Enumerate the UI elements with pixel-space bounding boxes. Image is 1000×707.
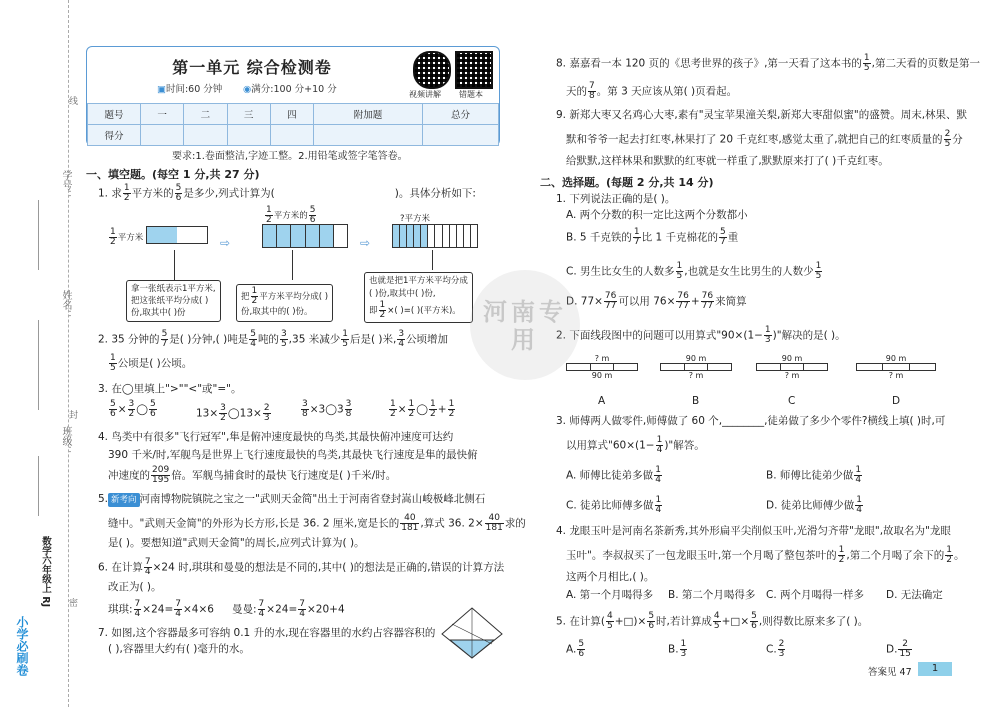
c1-option-c[interactable]: C. 男生比女生的人数多 $\frac{1}{5}$ ,也就是女生比男生的人数少 $\frac{1}{5}$ [566, 261, 822, 281]
new-trend-badge: 新考向 [108, 493, 140, 507]
arrow-right-icon: ⇨ [220, 236, 231, 250]
c3-line2: 以用算式"60×(1− $\frac{1}{4}$ )"解答。 [566, 435, 705, 455]
q6-line2: 改正为( )。 [108, 581, 162, 593]
score-cell[interactable] [184, 125, 227, 146]
class-line [38, 456, 39, 516]
brand-logo: 小学必刷卷 [15, 616, 29, 676]
q3-expr2: 13× $\frac{3}{2}$ ◯13× $\frac{2}{3}$ [196, 403, 270, 423]
seal-mark-secret: 密 [67, 598, 77, 607]
c4-line1: 4. 龙眼玉叶是河南名茶新秀,其外形扁平尖削似玉叶,光滑匀齐带"龙眼",故取名为"龙眼 [556, 525, 951, 537]
q1-diag-connector [292, 250, 293, 280]
score-cell[interactable] [141, 125, 184, 146]
c2-diagram-a[interactable]: ? m 90 m [566, 354, 638, 380]
score-cell[interactable] [422, 125, 498, 146]
arrow-right-icon: ⇨ [360, 236, 371, 250]
q1-diag-rect1 [146, 226, 208, 244]
exam-score: ◉满分:100 分+10 分 [243, 84, 337, 95]
c2-question: 2. 下面线段图中的问题可以用算式"90×(1− $\frac{1}{3}$ )"解决的是( )。 [556, 325, 846, 345]
clock-icon: ▣ [157, 84, 166, 95]
q5-line1: 5. 新考向 河南博物院镇院之宝之一"武则天金简"出土于河南省登封嵩山峻极峰北侧石 [98, 493, 486, 505]
c3-option-a[interactable]: A. 师傅比徒弟多做 $\frac{1}{4}$ [566, 465, 661, 485]
q8-line1: 8. 嘉嘉看一本 120 页的《思考世界的孩子》,第一天看了这本书的 $\frac{1}{5}$ ,第二天看的页数是第一 [556, 53, 980, 73]
q1-diag-label3: ?平方米 [400, 214, 431, 224]
c2-diagram-d[interactable]: 90 m ? m [856, 354, 936, 380]
subject-label: 数学六年级上 RJ [40, 536, 51, 608]
q3-expr4: $\frac{1}{2}$ × $\frac{1}{2}$ ◯ $\frac{1}{2}$ + $\frac{1}{2}$ [390, 399, 455, 419]
c2-label-c: C [788, 395, 796, 407]
q3-expr3: $\frac{3}{8}$ ×3◯3 $\frac{3}{8}$ [302, 399, 352, 419]
q7-line2: ( ),容器里大约有( )毫升的水。 [108, 643, 250, 655]
exam-requirement: 要求:1.卷面整洁,字迹工整。2.用铅笔或签字笔答卷。 [172, 151, 408, 162]
c1-option-d[interactable]: D. 77× $\frac{76}{77}$ 可以用 76× $\frac{76}{77}$ + $\frac{76}{77}$ 来简算 [566, 291, 747, 311]
c4-option-a[interactable]: A. 第一个月喝得多 [566, 589, 654, 601]
score-col-bonus: 附加题 [314, 104, 423, 125]
student-id-label: 学号： [60, 170, 71, 200]
q9-line3: 给默默,这样林果和默默的红枣就一样重了,默默原来打了( )千克红枣。 [566, 155, 889, 167]
q6-line1: 6. 在计算 $\frac{7}{4}$ ×24 时,琪琪和曼曼的想法是不同的,其中( )的想法是正确的,错误的计算方法 [98, 557, 505, 577]
score-row-label: 得分 [88, 125, 141, 146]
exam-time: ▣时间:60 分钟 [157, 84, 223, 95]
score-table [87, 103, 499, 146]
q1-diag-rect3 [392, 224, 478, 248]
student-id-line [38, 200, 39, 270]
q4-line3: 冲速度的 $\frac{209}{195}$ 倍。军舰鸟捕食时的最快飞行速度是( )千米/时。 [108, 465, 397, 485]
container-diagram [440, 606, 504, 660]
exam-header [86, 46, 500, 146]
q6-manman: 曼曼: $\frac{7}{4}$ ×24= $\frac{7}{4}$ ×20+4 [232, 599, 345, 619]
q1-diag-label1: $\frac{1}{2}$ 平方米 [110, 227, 144, 247]
c5-option-d[interactable]: D. $\frac{2}{15}$ [886, 639, 911, 659]
q1-diag-rect2 [262, 224, 348, 248]
score-icon: ◉ [243, 84, 252, 95]
c5-option-a[interactable]: A. $\frac{5}{6}$ [566, 639, 585, 659]
c5-option-b[interactable]: B. $\frac{1}{3}$ [668, 639, 687, 659]
score-col-1: 一 [141, 104, 184, 125]
q1-diag-label2: $\frac{1}{2}$ 平方米的 $\frac{5}{6}$ [266, 205, 316, 225]
c2-label-b: B [692, 395, 700, 407]
c5-question: 5. 在计算( $\frac{4}{5}$ +□)× $\frac{5}{6}$ 时,若计算成 $\frac{4}{5}$ +□× $\frac{5}{6}$ ,则得数比原来多了( )。 [556, 611, 869, 631]
c2-diagram-b[interactable]: 90 m ? m [660, 354, 732, 380]
q1-diag-box3: 也就是把1平方米平均分成 ( )份,取其中( )份, 即 $\frac{1}{2}$ ×( )=( )(平方米)。 [364, 272, 473, 323]
q2-line2: $\frac{1}{5}$ 公顷是( )公顷。 [110, 353, 193, 373]
c2-label-d: D [892, 395, 901, 407]
q3-title: 3. 在◯里填上">""<"或"="。 [98, 383, 242, 395]
c3-option-c[interactable]: C. 徒弟比师傅多做 $\frac{1}{4}$ [566, 495, 662, 515]
c4-line3: 这两个月相比,( )。 [566, 571, 655, 583]
section-choice-title: 二、选择题。(每题 2 分,共 14 分) [540, 176, 714, 189]
q7-line1: 7. 如图,这个容器最多可容纳 0.1 升的水,现在容器里的水约占容器容积的 [98, 627, 436, 639]
score-cell[interactable] [270, 125, 313, 146]
q1-diag-box1: 拿一张纸表示1平方米, 把这张纸平均分成( ) 份,取其中( )份 [126, 280, 221, 322]
q1-diag-connector [432, 250, 433, 270]
q8-line2: 天的 $\frac{7}{8}$ 。第 3 天应该从第( )页看起。 [566, 81, 738, 101]
watermark-stamp: 河南专用 [470, 270, 580, 380]
q3-expr1: $\frac{5}{6}$ × $\frac{3}{2}$ ◯ $\frac{5}{6}$ [110, 399, 156, 419]
q1-diag-connector [174, 250, 175, 280]
c1-question: 1. 下列说法正确的是( )。 [556, 193, 676, 205]
c1-option-a[interactable]: A. 两个分数的积一定比这两个分数都小 [566, 209, 748, 221]
c4-option-d[interactable]: D. 无法确定 [886, 589, 943, 601]
name-label: 姓名： [60, 290, 71, 320]
exam-title: 第一单元 综合检测卷 [172, 58, 332, 77]
c4-option-c[interactable]: C. 两个月喝得一样多 [766, 589, 865, 601]
q6-qiqi: 琪琪: $\frac{7}{4}$ ×24= $\frac{7}{4}$ ×4×6 [108, 599, 214, 619]
seal-mark-seal: 封 [67, 410, 77, 419]
score-col-4: 四 [270, 104, 313, 125]
score-cell[interactable] [314, 125, 423, 146]
q1: 1. 求 $\frac{1}{2}$ 平方米的 $\frac{5}{6}$ 是多少,列式计算为( )。具体分析如下: [98, 183, 476, 203]
c4-line2: 玉叶"。李叔叔买了一包龙眼玉叶,第一个月喝了整包茶叶的 $\frac{1}{2}$ ,第二个月喝了余下的 $\frac{1}{2}$ 。 [566, 545, 965, 565]
name-line [38, 320, 39, 410]
score-col-3: 三 [227, 104, 270, 125]
q9-line1: 9. 新郑大枣又名鸡心大枣,素有"灵宝苹果潼关梨,新郑大枣甜似蜜"的盛赞。周末,林果、默 [556, 109, 968, 121]
page-number: 1 [918, 662, 952, 676]
q4-line2: 390 千米/时,军舰鸟是世界上飞行速度最快的鸟类,其最快飞行速度是隼的最快俯 [108, 449, 478, 461]
mistake-qr-icon[interactable] [455, 51, 493, 89]
q5-line2: 缝中。"武则天金简"的外形为长方形,长是 36. 2 厘米,宽是长的 $\frac{40}{181}$ ,算式 36. 2× $\frac{40}{181}$ 求的 [108, 513, 526, 533]
q1-diag-box2: 把 $\frac{1}{2}$ 平方米平均分成( ) 份,取其中的( )份。 [236, 284, 333, 322]
binding-strip [0, 0, 77, 707]
c2-diagram-c[interactable]: 90 m ? m [756, 354, 828, 380]
q2-line1: 2. 35 分钟的 $\frac{5}{7}$ 是( )分钟,( )吨是 $\frac{5}{4}$ 吨的 $\frac{3}{5}$ ,35 米减少 $\frac{1}{5}$ 后是( )米, $\frac{3}{4}$ 公顷增加 [98, 329, 449, 349]
score-col-2: 二 [184, 104, 227, 125]
score-cell[interactable] [227, 125, 270, 146]
c4-option-b[interactable]: B. 第二个月喝得多 [668, 589, 756, 601]
q5-line3: 是( )。要想知道"武则天金简"的周长,应列式计算为( )。 [108, 537, 365, 549]
c5-option-c[interactable]: C. $\frac{2}{3}$ [766, 639, 785, 659]
answer-ref: 答案见 47 [868, 667, 912, 678]
section-fill-title: 一、填空题。(每空 1 分,共 27 分) [86, 168, 260, 181]
c2-label-a: A [598, 395, 606, 407]
c3-option-d[interactable]: D. 徒弟比师傅少做 $\frac{1}{4}$ [766, 495, 862, 515]
video-qr-label: 视频讲解 [409, 90, 441, 99]
c1-option-b[interactable]: B. 5 千克铁的 $\frac{1}{7}$ 比 1 千克棉花的 $\frac{5}{7}$ 重 [566, 227, 739, 247]
c3-line1: 3. 师傅两人做零件,师傅做了 60 个,________,徒弟做了多少个零件?横线上填( )时,可 [556, 415, 946, 427]
c3-option-b[interactable]: B. 师傅比徒弟少做 $\frac{1}{4}$ [766, 465, 862, 485]
score-col-header: 题号 [88, 104, 141, 125]
seal-mark-line: 线 [67, 96, 77, 105]
q9-line2: 默和爷爷一起去打红枣,林果打了 20 千克红枣,感觉太重了,就把自己的红枣质量的 $\frac{2}{5}$ 分 [566, 129, 963, 149]
video-qr-icon[interactable] [413, 51, 451, 89]
class-label: 班级： [60, 426, 71, 456]
score-col-total: 总分 [422, 104, 498, 125]
q4-line1: 4. 鸟类中有很多"飞行冠军",隼是俯冲速度最快的鸟类,其最快俯冲速度可达约 [98, 431, 454, 443]
mistake-qr-label: 错题本 [459, 90, 483, 99]
